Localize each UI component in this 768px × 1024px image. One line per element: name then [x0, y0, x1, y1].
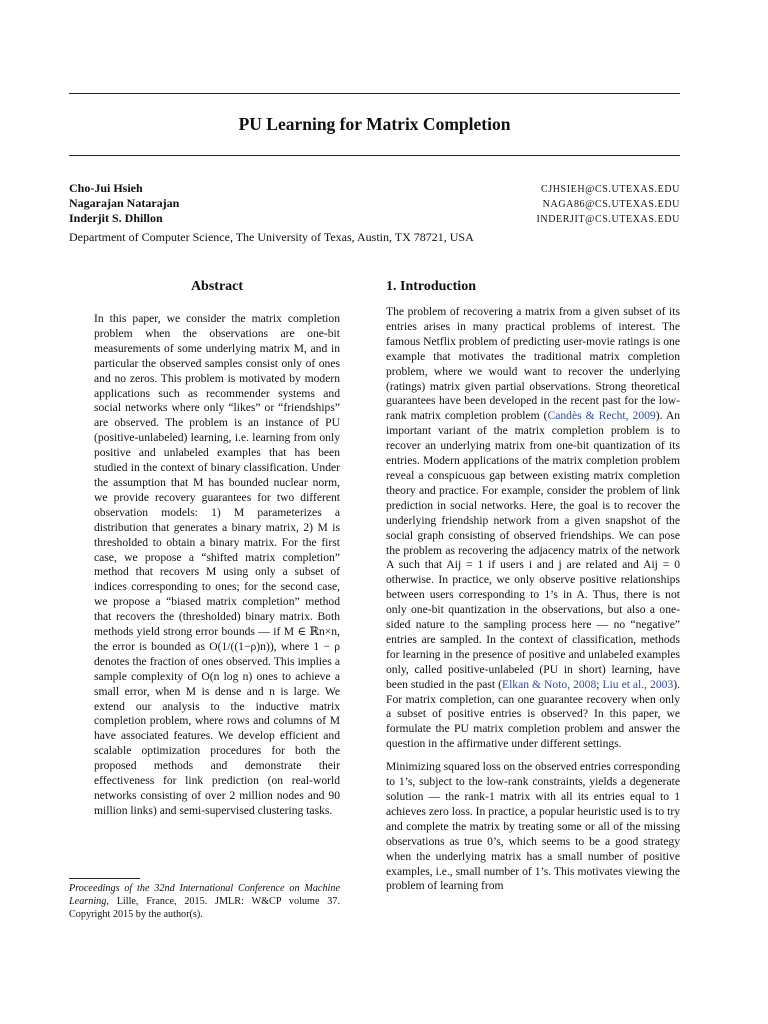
- introduction-paragraph: Minimizing squared loss on the observed entries corresponding to 1’s, subject to the low-rank constraints, yields a degenerate solution — the rank-1 matrix with all its entries equal to 1 achieves zero loss. In practice, a popular heuristic used is to try and complete the matrix by treating some or all of the missing observations as true 0’s, which seems to be a good strategy when the underlying matrix has a small number of positive examples, i.e., small number of 1’s. This motivates viewing the problem of learning from: [386, 760, 680, 893]
- title-rule-top: [69, 93, 680, 94]
- paragraph-text: ). For matrix completion, can one guarantee recovery when only a subset of positive entries is observed? In this paper, we formulate the PU matrix completion problem and answer the question in the affirmative under different settings.: [386, 677, 681, 751]
- citation-link[interactable]: Elkan & Noto, 2008: [502, 677, 597, 691]
- abstract-body: [94, 312, 340, 827]
- author-name: Nagarajan Natarajan: [69, 196, 180, 210]
- footnote-text: , Lille, France, 2015. JMLR: W&CP volume 37. Copyright 2015 by the author(s).: [69, 896, 340, 920]
- footnote-venue: Proceedings of the 32nd International Conference on Machine Learning: [69, 883, 340, 907]
- affiliation: Department of Computer Science, The University of Texas, Austin, TX 78721, USA: [69, 230, 474, 244]
- footnote: [69, 882, 340, 921]
- paper-title: PU Learning for Matrix Completion: [238, 114, 511, 134]
- introduction-paragraph: [386, 305, 680, 752]
- author-name: Inderjit S. Dhillon: [69, 211, 163, 225]
- abstract-heading: Abstract: [190, 279, 244, 294]
- email-list: [536, 182, 680, 227]
- title-rule-bottom: [69, 155, 680, 156]
- author-name: Cho-Jui Hsieh: [69, 181, 143, 195]
- paragraph-text: The problem of recovering a matrix from a given subset of its entries arises in many practical problems of interest. The famous Netflix problem of predicting user-movie ratings is one example that motivates the traditional matrix completion problem, where we would want to recover the underlying (ratings) matrix given partial observations. Strong theoretical guarantees have been developed in the recent past for the low-rank matrix completion problem (: [386, 305, 680, 423]
- author-email[interactable]: CJHSIEH@CS.UTEXAS.EDU: [540, 184, 680, 195]
- paragraph-text: ). An important variant of the matrix completion problem is to recover an underlying matrix from one-bit quantization of its entries. Modern applications of the matrix completion problem reveal a conspicuous gap between existing matrix completion theory and practice. For example, consider the problem of link prediction in social networks. Here, the goal is to recover the underlying friendship network from a given snapshot of the social graph consisting of observed friendships. We can pose the problem as recovering the adjacency matrix of the network A such that Aij = 1 if users i and j are related and Aij = 0 otherwise. In practice, we only observe positive relationships between users corresponding to 1’s in A. Thus, there is not only one-bit quantization in the observations, but also a one-sided nature to the sampling process here — no “negative” entries are sampled. In the context of classification, methods for learning in the presence of positive and unlabeled examples only, called positive-unlabeled (PU in short) learning, have been studied in the past (: [386, 409, 680, 691]
- footnote-rule: [69, 878, 140, 879]
- abstract-text: In this paper, we consider the matrix completion problem when the observations are one-bit measurements of some underlying matrix M, and in particular the observed samples consist only of ones and no zeros. This problem is motivated by modern applications such as recommender systems and social networks where only “likes” or “friendships” are observed. The problem is an instance of PU (positive-unlabeled) learning, i.e. learning from only positive and unlabeled examples that has been studied in the context of binary classification. Under the assumption that M has bounded nuclear norm, we provide recovery guarantees for two different observation models: 1) M parameterizes a distribution that generates a binary matrix, 2) M is thresholded to obtain a binary matrix. For the first case, we propose a “shifted matrix completion” method that recovers M using only a subset of indices corresponding to ones; for the second case, we propose a “biased matrix completion” method that recovers the (thresholded) binary matrix. Both methods yield strong error bounds — if M ∈ ℝn×n, the error is bounded as O(1/((1−ρ)n)), where 1 − ρ denotes the fraction of ones observed. This implies a sample complexity of O(n log n) ones to achieve a small error, when M is dense and n is large. We extend our analysis to the inductive matrix completion problem, where rows and columns of M have associated features. We develop efficient and scalable optimization procedures for both the proposed methods and demonstrate their effectiveness for link prediction (on real-world networks consisting of over 2 million nodes and 90 million links) and semi-supervised clustering tasks.: [94, 312, 340, 817]
- citation-link[interactable]: Candès & Recht, 2009: [547, 409, 656, 423]
- citation-link[interactable]: Liu et al., 2003: [602, 677, 674, 691]
- author-email[interactable]: NAGA86@CS.UTEXAS.EDU: [542, 199, 680, 210]
- author-email[interactable]: INDERJIT@CS.UTEXAS.EDU: [536, 214, 680, 225]
- citation-separator: ;: [596, 677, 603, 691]
- introduction-heading: 1. Introduction: [386, 279, 476, 294]
- introduction-body: [386, 305, 680, 902]
- author-list: [69, 181, 179, 226]
